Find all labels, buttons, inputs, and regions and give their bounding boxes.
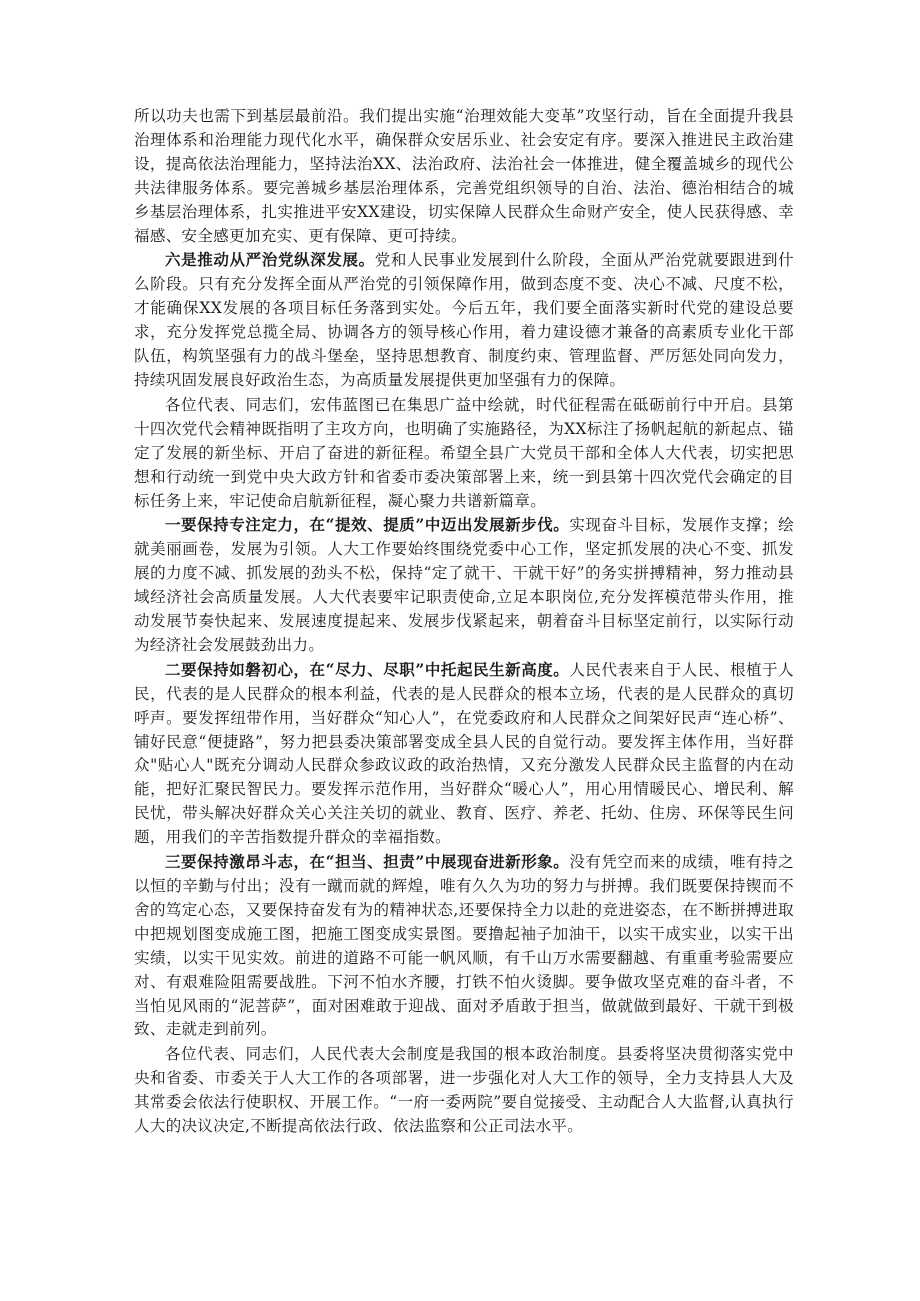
paragraph-5-text: 人民代表来自于人民、根植于人民，代表的是人民群众的根本利益，代表的是人民群众的根本立场，代表的是人民群众的真切呼声。要发挥纽带作用，当好群众“知心人”，在党委政府和人民群众之间架好民声“连心桥”、铺好民意“便捷路”，努力把县委决策部署变成全县人民的自觉行动。要发挥主体作用，当好群众"贴心人"既充分调动人民群众参政议政的政治热情，又充分激发人民群众民主监督的内在动能，把好汇聚民智民力。要发挥示范作用，当好群众“暖心人”，用心用情暖民心、增民利、解民忧，带头解决好群众关心关注关切的就业、教育、医疗、养老、托幼、住房、环保等民生问题，用我们的辛苦指数提升群众的幸福指数。 [134, 660, 794, 847]
paragraph-1 [134, 104, 794, 248]
paragraph-4-text: 实现奋斗目标，发展作支撑；绘就美丽画卷，发展为引领。人大工作要始终围绕党委中心工作，坚定抓发展的决心不变、抓发展的力度不减、抓发展的劲头不松，保持“定了就干、干就干好”的务实拼搏精神，努力推动县域经济社会高质量发展。人大代表要牢记职责使命,立足本职岗位,充分发挥模范带头作用，推动发展节奏快起来、发展速度提起来、发展步伐紧起来，朝着奋斗目标坚定前行，以实际行动为经济社会发展鼓劲出力。 [134, 516, 794, 654]
paragraph-5-lead: 二要保持如磐初心，在“尽力、尽职”中托起民生新高度。 [165, 659, 570, 679]
paragraph-3 [134, 393, 794, 514]
paragraph-6-text: 没有凭空而来的成绩，唯有持之以恒的辛勤与付出；没有一蹴而就的辉煌，唯有久久为功的努力与拼搏。我们既要保持锲而不舍的笃定心态，又要保持奋发有为的精神状态,还要保持全力以赴的竞进姿态，在不断拼搏进取中把规划图变成施工图，把施工图变成实景图。要撸起袖子加油干，以实干成实业，以实干出实绩，以实干见实效。前进的道路不可能一帆风顺，有千山万水需要翻越、有重重考验需要应对、有艰难险阻需要战胜。下河不怕水齐腰，打铁不怕火烫脚。要争做攻坚克难的奋斗者，不当怕见风雨的“泥菩萨”，面对困难敢于迎战、面对矛盾敢于担当，做就做到最好、干就干到极致、走就走到前列。 [134, 853, 794, 1039]
paragraph-6-lead: 三要保持激昂斗志，在“担当、担责”中展现奋进新形象。 [165, 852, 570, 872]
paragraph-2 [134, 248, 794, 392]
paragraph-1-text: 所以功夫也需下到基层最前沿。我们提出实施“治理效能大变革”攻坚行动，旨在全面提升我县治理体系和治理能力现代化水平，确保群众安居乐业、社会安定有序。要深入推进民主政治建设，提高依法治理能力，坚持法治XX、法治政府、法治社会一体推进，健全覆盖城乡的现代公共法律服务体系。要完善城乡基层治理体系，完善党组织领导的自治、法治、德治相结合的城乡基层治理体系，扎实推进平安XX建设，切实保障人民群众生命财产安全，使人民获得感、幸福感、安全感更加充实、更有保障、更可持续。 [134, 107, 794, 245]
paragraph-3-text: 各位代表、同志们，宏伟蓝图已在集思广益中绘就，时代征程需在砥砺前行中开启。县第十四次党代会精神既指明了主攻方向，也明确了实施路径，为XX标注了扬帆起航的新起点、锚定了发展的新坐标、开启了奋进的新征程。希望全县广大党员干部和全体人大代表，切实把思想和行动统一到党中央大政方针和省委市委决策部署上来，统一到县第十四次党代会确定的目标任务上来，牢记使命启航新征程，凝心聚力共谱新篇章。 [134, 395, 794, 510]
paragraph-6 [134, 850, 794, 1042]
paragraph-5 [134, 658, 794, 850]
paragraph-4-lead: 一要保持专注定力，在“提效、提质”中迈出发展新步伐。 [165, 515, 570, 535]
document-body [134, 104, 794, 1139]
paragraph-7 [134, 1042, 794, 1139]
paragraph-2-text: 党和人民事业发展到什么阶段，全面从严治党就要跟进到什么阶段。只有充分发挥全面从严治党的引领保障作用，做到态度不变、决心不减、尺度不松，才能确保XX发展的各项目标任务落到实处。今后五年，我们要全面落实新时代党的建设总要求，充分发挥党总揽全局、协调各方的领导核心作用，着力建设德才兼备的高素质专业化干部队伍，构筑坚强有力的战斗堡垒，坚持思想教育、制度约束、管理监督、严厉惩处同向发力，持续巩固发展良好政治生态，为高质量发展提供更加坚强有力的保障。 [134, 251, 795, 389]
paragraph-2-lead: 六是推动从严治党纵深发展。 [165, 250, 375, 270]
paragraph-4 [134, 513, 794, 657]
paragraph-7-text: 各位代表、同志们，人民代表大会制度是我国的根本政治制度。县委将坚决贯彻落实党中央和省委、市委关于人大工作的各项部署，进一步强化对人大工作的领导，全力支持县人大及其常委会依法行使职权、开展工作。“一府一委两院”要自觉接受、主动配合人大监督,认真执行人大的决议决定,不断提高依法行政、依法监察和公正司法水平。 [134, 1045, 794, 1136]
